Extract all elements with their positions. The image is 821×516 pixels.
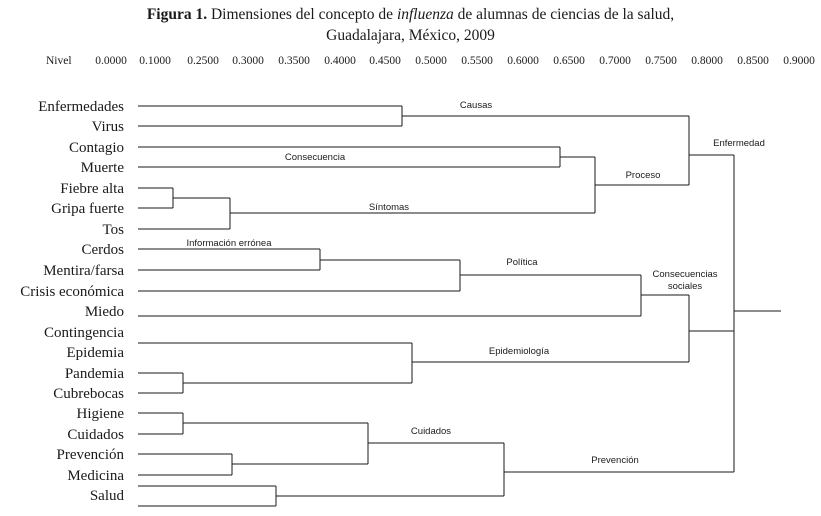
- figure-title-italic: influenza: [396, 6, 454, 23]
- scale-tick: 0.3000: [232, 55, 264, 67]
- leaf-label: Contagio: [69, 140, 124, 156]
- leaf-label: Contingencia: [44, 325, 124, 341]
- scale-tick: 0.0000: [95, 55, 127, 67]
- scale-tick: 0.4000: [324, 55, 356, 67]
- scale-tick: 0.3500: [278, 55, 310, 67]
- leaf-label: Higiene: [76, 406, 124, 422]
- leaf-label: Enfermedades: [38, 99, 124, 115]
- scale-tick: 0.6500: [553, 55, 585, 67]
- cluster-label: Consecuencia: [284, 152, 346, 163]
- cluster-label: Cuidados: [410, 426, 452, 437]
- scale-tick: 0.5500: [461, 55, 493, 67]
- leaf-label: Fiebre alta: [60, 181, 124, 197]
- scale-tick: 0.8500: [737, 55, 769, 67]
- leaf-label: Salud: [89, 488, 124, 504]
- cluster-label: Información errónea: [186, 238, 272, 249]
- scale-label: Nivel: [46, 55, 72, 67]
- cluster-label: Síntomas: [368, 202, 410, 213]
- figure-title-pre: Dimensiones del concepto de: [210, 6, 397, 23]
- cluster-label: Proceso: [625, 170, 661, 181]
- figure-label: Figura 1.: [146, 6, 208, 23]
- cluster-labels: [186, 100, 764, 466]
- leaf-label: Cerdos: [81, 242, 124, 258]
- scale-tick: 0.6000: [507, 55, 539, 67]
- level-scale: [46, 55, 815, 67]
- scale-tick: 0.9000: [783, 55, 815, 67]
- leaf-label: Mentira/farsa: [43, 263, 124, 279]
- leaf-label: Pandemia: [64, 366, 124, 382]
- scale-tick: 0.7500: [645, 55, 677, 67]
- leaf-label: Miedo: [84, 304, 124, 320]
- figure-title-line2: Guadalajara, México, 2009: [326, 27, 495, 44]
- cluster-label: Epidemiología: [488, 346, 550, 357]
- scale-tick: 0.2500: [187, 55, 219, 67]
- scale-tick: 0.4500: [369, 55, 401, 67]
- scale-tick: 0.8000: [691, 55, 723, 67]
- cluster-label: Enfermedad: [713, 138, 765, 149]
- scale-tick: 0.5000: [415, 55, 447, 67]
- cluster-label: Causas: [459, 100, 493, 111]
- leaf-label: Cubrebocas: [53, 386, 124, 402]
- cluster-label: Política: [506, 257, 538, 268]
- leaf-label: Epidemia: [66, 345, 124, 361]
- leaf-label: Prevención: [56, 447, 124, 463]
- leaf-label: Virus: [91, 119, 124, 135]
- leaf-label: Crisis económica: [20, 284, 124, 300]
- leaf-labels: [20, 99, 124, 504]
- branches: [138, 106, 781, 506]
- figure-title-post: de alumnas de ciencias de la salud,: [453, 6, 675, 23]
- cluster-label: Prevención: [591, 455, 639, 466]
- leaf-label: Tos: [102, 222, 124, 238]
- cluster-label: Consecuencias sociales: [652, 269, 718, 292]
- leaf-label: Cuidados: [67, 427, 124, 443]
- leaf-label: Medicina: [67, 468, 124, 484]
- scale-tick: 0.1000: [139, 55, 171, 67]
- scale-tick: 0.7000: [599, 55, 631, 67]
- leaf-label: Gripa fuerte: [51, 201, 124, 217]
- leaf-label: Muerte: [80, 160, 124, 176]
